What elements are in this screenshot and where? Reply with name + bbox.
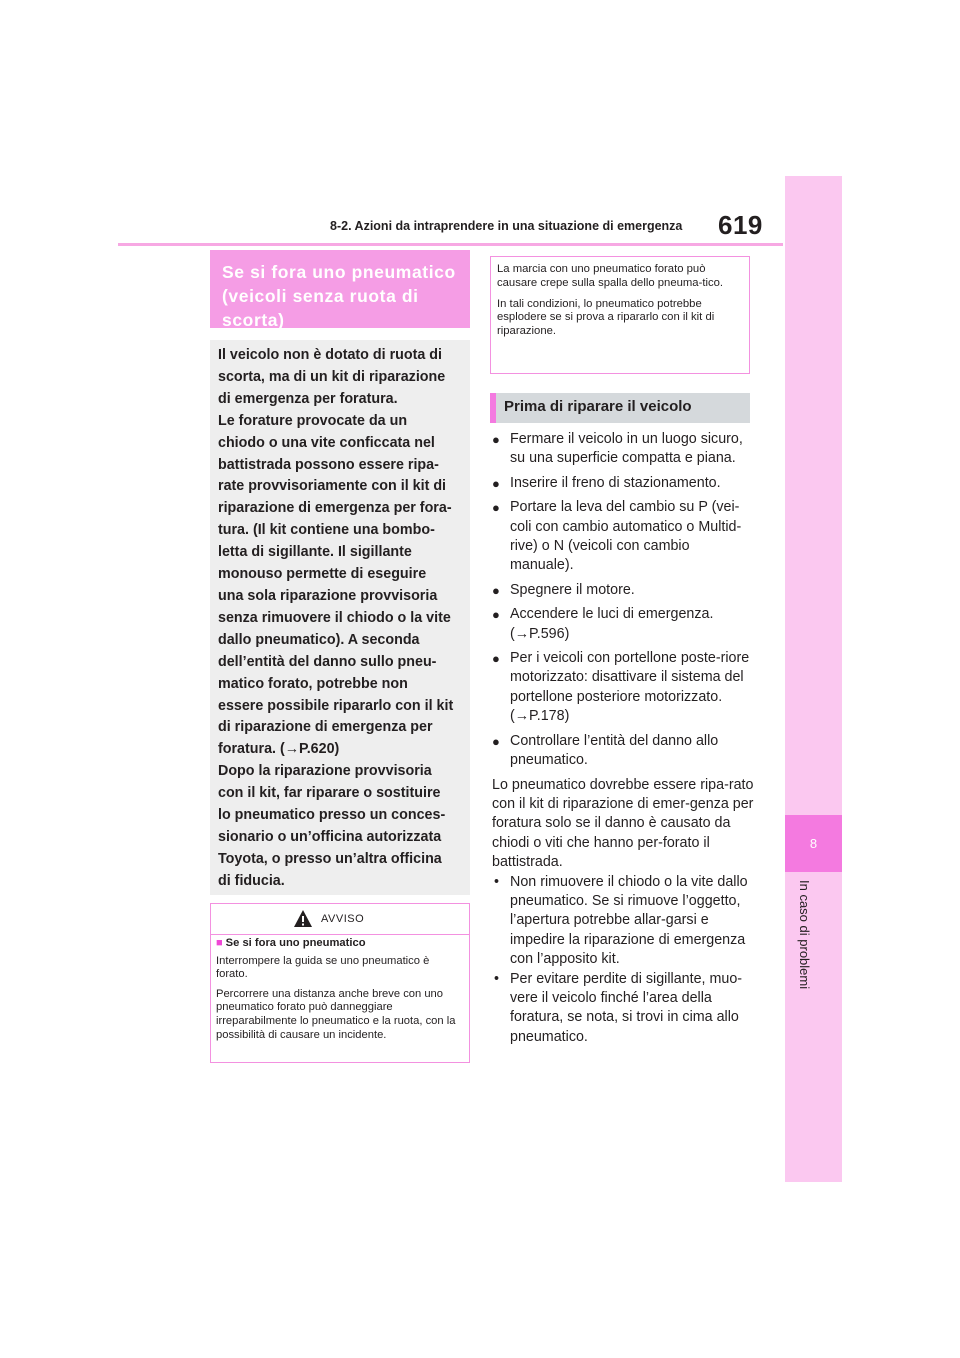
- list-item[interactable]: ● Per i veicoli con portellone poste-riore motorizzato: disattivare il sistema del portellone posteriore motorizzato. (→P.178): [492, 650, 750, 725]
- intro-line: tura. (Il kit contiene una bombo-: [218, 522, 435, 539]
- dot-marker: •: [494, 873, 500, 890]
- warning-body: [216, 937, 462, 1048]
- warning-box: [210, 903, 470, 1063]
- note-paragraph: La marcia con uno pneumatico forato può causare crepe sulla spalla dello pneuma-tico.: [497, 263, 724, 289]
- chapter-number-tab[interactable]: 8: [785, 815, 842, 872]
- intro-box: [210, 340, 470, 895]
- heading-line: (veicoli senza ruota di: [222, 286, 419, 306]
- subheading-title: Prima di riparare il veicolo: [504, 398, 692, 415]
- intro-line: matico forato, potrebbe non: [218, 675, 408, 692]
- intro-line: di emergenza per foratura.: [218, 390, 398, 407]
- intro-line: rate provvisoriamente con il kit di: [218, 478, 447, 495]
- intro-line: dell’entità del danno sullo pneu-: [218, 653, 437, 670]
- subheading-bar: [490, 393, 750, 423]
- list-item[interactable]: ● Accendere le luci di emergenza. (→P.596): [492, 606, 714, 642]
- bullet-icon: ●: [492, 432, 500, 447]
- bullet-icon: ●: [492, 475, 500, 491]
- bullet-icon: ●: [492, 733, 500, 749]
- warning-title: AVVISO: [321, 913, 365, 925]
- section-heading-box: [210, 250, 470, 328]
- dot-marker: •: [494, 970, 500, 987]
- caution-note-box: [490, 256, 750, 374]
- intro-line: con il kit, far riparare o sostituire: [218, 785, 441, 802]
- warning-paragraph: Interrompere la guida se uno pneumatico è forato.: [216, 954, 430, 981]
- intro-line: lo pneumatico presso un conces-: [218, 807, 446, 824]
- chapter-label: [797, 880, 830, 1080]
- bullet-icon: ●: [492, 582, 500, 598]
- chapter-label-text: In caso di problemi: [797, 880, 812, 990]
- intro-line: scorta, ma di un kit di riparazione: [218, 368, 446, 385]
- warning-paragraph: Percorrere una distanza anche breve con uno pneumatico forato può danneggiare irreparabilmente lo pneumatico e la ruota, con la possibilità di causare un incidente.: [216, 987, 456, 1041]
- intro-line: Dopo la riparazione provvisoria: [218, 763, 432, 780]
- intro-line: Il veicolo non è dotato di ruota di: [218, 347, 442, 363]
- intro-line: battistrada possono essere ripa-: [218, 456, 439, 473]
- intro-line: riparazione di emergenza per fora-: [218, 500, 452, 517]
- subheading-accent: [490, 393, 496, 423]
- sub-list-item: • Non rimuovere il chiodo o la vite dallo pneumatico. Se si rimuove l’oggetto, l’apertura potrebbe allar-garsi e impedire la riparazione di emergenza con l’apposito kit.: [494, 873, 748, 968]
- intro-line: sionario o un’officina autorizzata: [218, 828, 442, 845]
- warning-subtitle: ■ Se si fora uno pneumatico: [216, 937, 366, 949]
- warning-triangle-icon: [293, 909, 313, 929]
- intro-line-page-ref[interactable]: foratura. (→P.620): [218, 741, 340, 758]
- bullet-icon: ●: [492, 607, 500, 623]
- body-paragraph: Lo pneumatico dovrebbe essere ripa-rato con il kit di riparazione di emer-genza per foratura solo se il danno è causato da chiodi o viti che hanno per-forato il battistrada.: [492, 776, 754, 871]
- procedure-content: [492, 430, 754, 1047]
- page-number: 619: [718, 210, 763, 240]
- warning-header: [211, 904, 469, 935]
- list-item: ● Portare la leva del cambio su P (vei-coli con cambio automatico o Multid-rive) o N (veicoli con cambio manuale).: [492, 499, 742, 574]
- section-title: 8-2. Azioni da intraprendere in una situazione di emergenza: [330, 219, 683, 233]
- intro-line: chiodo o una vite conficcata nel: [218, 434, 435, 451]
- intro-line: di riparazione di emergenza per: [218, 719, 433, 736]
- square-bullet-icon: ■: [216, 937, 223, 949]
- list-item: ● Controllare l’entità del danno allo pneumatico.: [492, 732, 719, 769]
- intro-line: Le forature provocate da un: [218, 412, 408, 429]
- intro-line: monouso permette di eseguire: [218, 566, 427, 583]
- intro-line: senza rimuovere il chiodo o la vite: [218, 609, 451, 626]
- header-divider: [118, 243, 783, 246]
- bullet-icon: ●: [492, 500, 500, 516]
- intro-line: dallo pneumatico). A seconda: [218, 631, 420, 648]
- list-item: ● Spegnere il motore.: [492, 581, 754, 600]
- bullet-icon: ●: [492, 651, 500, 667]
- intro-line: una sola riparazione provvisoria: [218, 587, 438, 604]
- intro-line: Toyota, o presso un’altra officina: [218, 850, 442, 867]
- intro-line: di fiducia.: [218, 872, 285, 889]
- heading-line: Se si fora uno pneumatico: [222, 262, 456, 282]
- intro-line: essere possibile ripararlo con il kit: [218, 697, 454, 714]
- list-item: ● Fermare il veicolo in un luogo sicuro, su una superficie compatta e piana.: [492, 431, 743, 467]
- intro-line: letta di sigillante. Il sigillante: [218, 544, 412, 561]
- note-paragraph: In tali condizioni, lo pneumatico potrebbe esplodere se si prova a ripararlo con il kit di riparazione.: [497, 297, 715, 338]
- sub-list-item: • Per evitare perdite di sigillante, muo-vere il veicolo finché l’area della foratura, se nota, si trovi in cima allo pneumatico.: [494, 970, 743, 1045]
- heading-line: scorta): [222, 310, 285, 330]
- list-item: ● Inserire il freno di stazionamento.: [492, 474, 754, 493]
